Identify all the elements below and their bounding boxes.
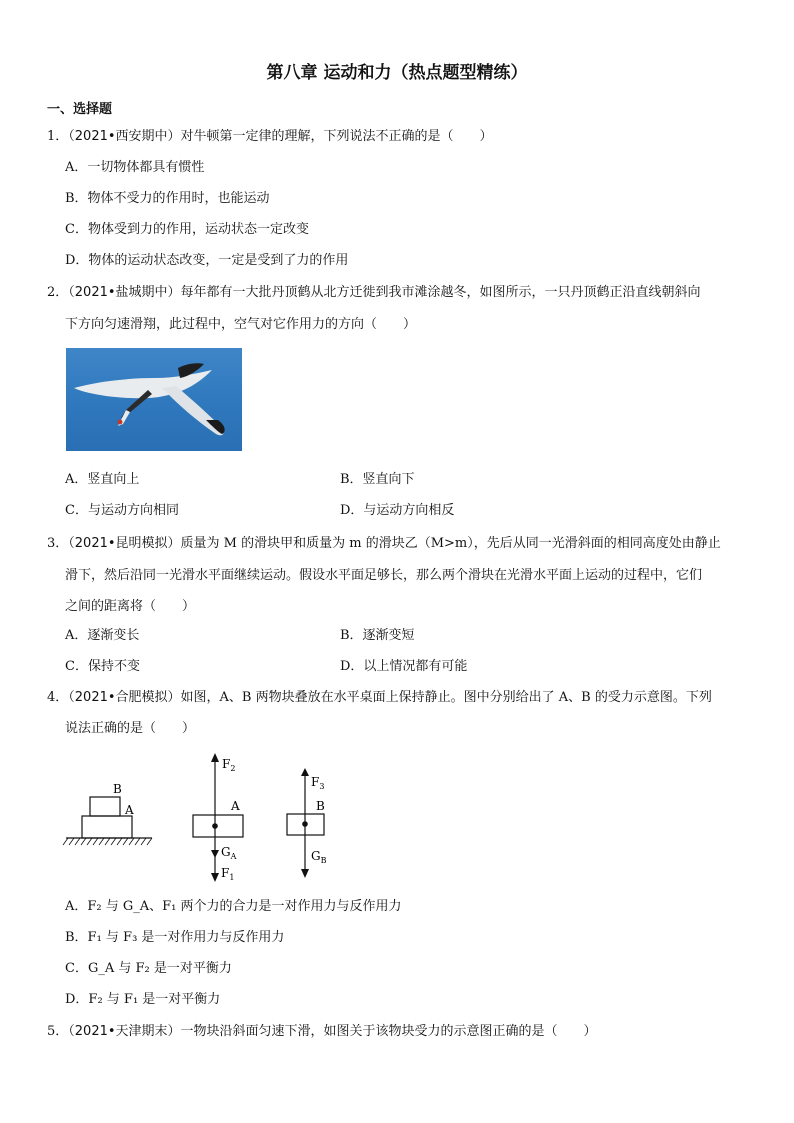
q4-option-b: B．F₁ 与 F₃ 是一对作用力与反作用力 (65, 930, 285, 945)
q3-option-b: B．逐渐变短 (340, 628, 415, 643)
block-a-shape (82, 816, 132, 838)
q3-option-c: C．保持不变 (65, 659, 140, 674)
q2-option-b: B．竖直向下 (340, 472, 415, 487)
label-f3: $F_3$ (311, 775, 325, 791)
label-a-free: A (231, 799, 240, 813)
label-block-a: A (125, 803, 134, 817)
q2-option-c: C．与运动方向相同 (65, 503, 179, 518)
label-f2: $F_2$ (222, 757, 236, 773)
question-4-stem: 4．（2021•合肥模拟）如图，A、B 两物块叠放在水平桌面上保持静止。图中分别给出了 A、B 的受力示意图。下列 (47, 690, 712, 705)
q1-option-b: B．物体不受力的作用时，也能运动 (65, 191, 270, 206)
question-4-stem-cont: 说法正确的是（ ） (65, 721, 196, 736)
q3-option-a: A．逐渐变长 (65, 628, 140, 643)
q4-option-c: C．G_A 与 F₂ 是一对平衡力 (65, 961, 232, 976)
table-hatch (63, 838, 152, 845)
question-3-stem-cont2: 之间的距离将（ ） (65, 599, 196, 614)
label-b-free: B (316, 799, 325, 813)
label-ga: $G_A$ (221, 845, 237, 861)
label-f1: $F_1$ (221, 866, 235, 882)
free-body-a-box (193, 815, 243, 837)
q1-option-c: C．物体受到力的作用，运动状态一定改变 (65, 222, 309, 237)
question-2-stem-cont: 下方向匀速滑翔，此过程中，空气对它作用力的方向（ ） (65, 317, 417, 332)
question-5-stem: 5．（2021•天津期末）一物块沿斜面匀速下滑，如图关于该物块受力的示意图正确的是（ ） (47, 1024, 597, 1039)
label-gb: $G_B$ (311, 849, 327, 865)
q2-option-d: D．与运动方向相反 (340, 503, 455, 518)
crane-photo (66, 348, 242, 451)
label-block-b: B (113, 782, 122, 796)
force-diagram (60, 750, 360, 885)
q4-option-a: A．F₂ 与 G_A、F₁ 两个力的合力是一对作用力与反作用力 (65, 899, 402, 914)
q2-option-a: A．竖直向上 (65, 472, 140, 487)
q3-option-d: D．以上情况都有可能 (340, 659, 468, 674)
question-3-stem-cont: 滑下，然后沿同一光滑水平面继续运动。假设水平面足够长，那么两个滑块在光滑水平面上运动的过程中，它们 (65, 568, 703, 583)
question-2-stem: 2．（2021•盐城期中）每年都有一大批丹顶鹤从北方迁徙到我市滩涂越冬，如图所示，一只丹顶鹤正沿直线朝斜向 (47, 285, 701, 300)
q1-option-a: A．一切物体都具有惯性 (65, 160, 205, 175)
question-3-stem: 3．（2021•昆明模拟）质量为 M 的滑块甲和质量为 m 的滑块乙（M>m），先后从同一光滑斜面的相同高度处由静止 (47, 536, 721, 551)
block-b-shape (90, 797, 120, 816)
page-title: 第八章 运动和力（热点题型精练） (266, 63, 528, 83)
question-1-stem: 1．（2021•西安期中）对牛顿第一定律的理解，下列说法不正确的是（ ） (47, 129, 493, 144)
q4-option-d: D．F₂ 与 F₁ 是一对平衡力 (65, 992, 221, 1007)
q1-option-d: D．物体的运动状态改变，一定是受到了力的作用 (65, 253, 349, 268)
section-heading: 一、选择题 (47, 102, 113, 117)
